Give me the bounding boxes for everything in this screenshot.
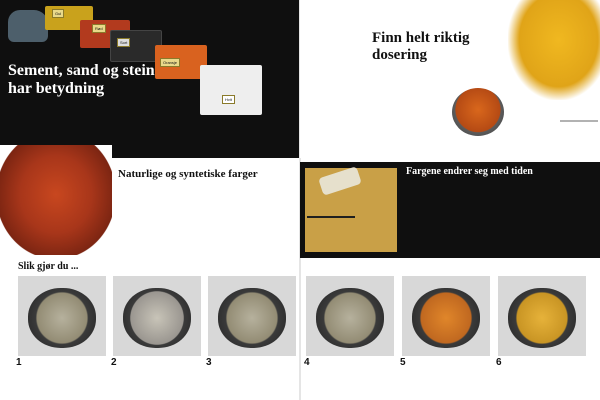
pigment-cup	[452, 88, 504, 136]
bucket	[412, 288, 480, 348]
sample-tag-yellow: Gul	[52, 9, 64, 18]
step-photo-4	[306, 276, 394, 356]
step-photo-3	[208, 276, 296, 356]
step-photo-6	[498, 276, 586, 356]
red-pigment-photo	[0, 145, 112, 255]
step-caption-2	[111, 358, 203, 368]
bucket	[28, 288, 96, 348]
section-headline-colors: Naturlige og syntetiske farger	[118, 168, 258, 180]
step-caption-6	[496, 358, 588, 368]
article-headline: Sement, sand og stein har betydning	[8, 62, 155, 97]
steps-title: Slik gjør du ...	[18, 261, 79, 272]
sample-tag-orange: Oransje	[160, 58, 180, 67]
step-number: 2	[111, 357, 117, 368]
step-number: 5	[400, 357, 406, 368]
sample-tag-red: Rød	[92, 24, 106, 33]
bucket	[316, 288, 384, 348]
step-number: 6	[496, 357, 502, 368]
yellow-caption	[560, 120, 598, 122]
step-number: 3	[206, 357, 212, 368]
article-headline-right: Finn helt riktig dosering	[372, 30, 470, 63]
white-brick	[200, 65, 262, 115]
bucket	[218, 288, 286, 348]
section-headline-fade: Fargene endrer seg med tiden	[406, 166, 533, 177]
bucket	[123, 288, 191, 348]
step-number: 1	[16, 357, 22, 368]
yellow-pigment-photo	[508, 0, 600, 100]
step-caption-5	[400, 358, 492, 368]
step-number: 4	[304, 357, 310, 368]
work-glove	[8, 10, 48, 42]
step-photo-5	[402, 276, 490, 356]
step-caption-3	[206, 358, 298, 368]
step-photo-2	[113, 276, 201, 356]
step-caption-1	[16, 358, 108, 368]
mixing-caption	[307, 216, 355, 218]
sample-tag-white: Hvit	[222, 95, 235, 104]
sample-tag-black: Sort	[117, 38, 130, 47]
bucket	[508, 288, 576, 348]
step-caption-4	[304, 358, 396, 368]
step-photo-1	[18, 276, 106, 356]
